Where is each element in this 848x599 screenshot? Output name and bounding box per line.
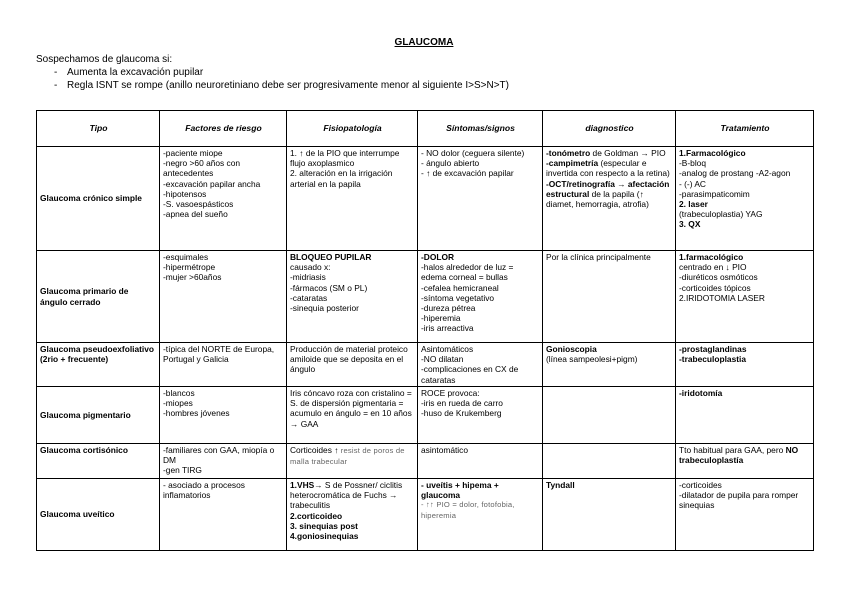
text: de Goldman → PIO (590, 148, 666, 158)
text-line (546, 148, 673, 158)
table-row (37, 251, 814, 343)
text-line: (línea sampeolesi+pigm) (546, 354, 638, 365)
cell-fisiopatologia (287, 251, 418, 343)
header-tratamiento: Tratamiento (676, 111, 814, 147)
text-line: Asintomáticos (421, 344, 474, 354)
text-line: -cefalea hemicraneal (421, 282, 499, 293)
text-line: -paciente miope (163, 148, 223, 158)
text-line: 3. sinequias post (290, 520, 358, 531)
text-line: 3. QX (679, 219, 701, 230)
cell-factores: -típica del NORTE de Europa, Portugal y Galicia (160, 343, 287, 387)
text: → S de Possner/ ciclitis heterocromática de Fuchs → trabeculitis (290, 480, 403, 511)
text-line: -B-bloq (679, 158, 706, 169)
text-line: -excavación papilar ancha (163, 178, 261, 189)
text-line: 4.goniosinequias (290, 531, 359, 542)
text-line: -hiperemia (421, 313, 461, 324)
text-line: 1.farmacológico (679, 252, 744, 262)
cell-diagnostico (543, 444, 676, 479)
cell-factores (160, 251, 287, 343)
cell-fisiopatologia: Producción de material proteico amiloide que se deposita en el ángulo (287, 343, 418, 387)
text-line: -esquimales (163, 252, 209, 262)
text-line: - ↑ de excavación papilar (421, 168, 514, 179)
text-line: 1.Farmacológico (679, 148, 746, 158)
cell-tipo: Glaucoma cortisónico (37, 444, 160, 479)
cell-tratamiento (676, 343, 814, 387)
glaucoma-table (36, 110, 814, 551)
cell-fisiopatologia (287, 444, 418, 479)
cell-tipo: Glaucoma primario de ángulo cerrado (37, 251, 160, 343)
text-line: -iris arreactiva (421, 323, 474, 334)
text-line: -síntoma vegetativo (421, 292, 495, 303)
text-line: Tyndall (546, 480, 575, 490)
text-line: ROCE provoca: (421, 388, 480, 398)
cell-factores (160, 444, 287, 479)
text-line: centrado en ↓ PIO (679, 262, 747, 273)
text-line: -hombres jóvenes (163, 408, 230, 419)
cell-sintomas: asintomático (418, 444, 543, 479)
text-line: -familiares con GAA, miopía o DM (163, 445, 275, 466)
cell-sintomas (418, 479, 543, 551)
cell-factores: - asociado a procesos inflamatorios (160, 479, 287, 551)
text-line: 2. alteración en la irrigación arterial en la papila (290, 168, 393, 189)
table-row (37, 479, 814, 551)
cell-diagnostico (543, 387, 676, 444)
text-line: -huso de Krukemberg (421, 408, 502, 419)
header-tipo: Tipo (37, 111, 160, 147)
text-line: 2. laser (679, 199, 708, 210)
table-row (37, 444, 814, 479)
text-line: - (-) AC (679, 178, 706, 189)
header-sintomas: Síntomas/signos (418, 111, 543, 147)
text-line: 1. ↑ de la PIO que interrumpe flujo axoplasmico (290, 148, 400, 169)
text-line: -hipotensos (163, 188, 207, 199)
header-diagnostico: diagnostico (543, 111, 676, 147)
text-line: -iris en rueda de carro (421, 398, 503, 409)
text-line: -dureza pétrea (421, 303, 476, 314)
text-line: -apnea del sueño (163, 209, 228, 220)
text-line: -prostaglandinas (679, 344, 747, 354)
text: de la papila (↑ diamet, hemorragia, atrofia) (546, 188, 649, 210)
text-line: - uveítis + hipema + glaucoma (421, 480, 499, 501)
list-item (36, 66, 509, 79)
text-line: -cataratas (290, 292, 328, 303)
text-line: -hipermétrope (163, 262, 216, 273)
list-item (36, 79, 509, 92)
text-line: causado x: (290, 262, 331, 273)
text-line: -gen TIRG (163, 465, 202, 476)
bold-text: 1.VHS (290, 480, 315, 490)
cell-fisiopatologia (287, 479, 418, 551)
text-line: -NO dilatan (421, 354, 464, 365)
small-text: resist de poros de malla trabecular (290, 446, 405, 467)
text-line: -corticoides (679, 480, 722, 490)
text-line: -fármacos (SM o PL) (290, 282, 368, 293)
cell-diagnostico: Por la clínica principalmente (543, 251, 676, 343)
table-row (37, 387, 814, 444)
text-line: -analog de prostang -A2-agon (679, 168, 791, 179)
cell-tratamiento (676, 444, 814, 479)
bullet-text: Regla ISNT se rompe (anillo neuroretiniano debe ser progresivamente menor al siguiente I>S>N>T) (67, 80, 509, 91)
cell-tratamiento (676, 479, 814, 551)
cell-tratamiento (676, 251, 814, 343)
text-line: -S. vasoespásticos (163, 199, 234, 210)
cell-factores (160, 147, 287, 251)
cell-fisiopatologia (287, 147, 418, 251)
text-line: BLOQUEO PUPILAR (290, 252, 372, 262)
header-fisiopatologia: Fisiopatología (287, 111, 418, 147)
cell-diagnostico (543, 343, 676, 387)
bold-text: -OCT/retinografía → afectación estructural (546, 178, 670, 199)
text-line: -complicaciones en CX de cataratas (421, 364, 519, 385)
page-title: GLAUCOMA (394, 37, 454, 48)
cell-fisiopatologia: Iris cóncavo roza con cristalino = S. de dispersión pigmentaria = acumulo en ángulo = en 10 años → GAA (287, 387, 418, 444)
text-line: 2.IRIDOTOMIA LASER (679, 292, 765, 303)
text: (especular e invertida con respecto a la retina) (546, 158, 670, 179)
text-line: (trabeculoplastia) YAG (679, 209, 763, 220)
cell-sintomas (418, 343, 543, 387)
bullet-text: Aumenta la excavación pupilar (67, 67, 204, 78)
text: Tto habitual para GAA, pero (679, 445, 786, 455)
intro-lead: Sospechamos de glaucoma si: (36, 54, 173, 65)
text-line (546, 158, 673, 178)
text-line: -DOLOR (421, 252, 455, 262)
text-line: -diuréticos osmóticos (679, 272, 758, 283)
text-line: -negro >60 años con antecedentes (163, 158, 241, 179)
text-line: -blancos (163, 388, 195, 398)
text-line (546, 179, 673, 210)
text-line: Gonioscopia (546, 344, 597, 354)
cell-factores (160, 387, 287, 444)
text-line: - NO dolor (ceguera silente) (421, 148, 525, 158)
cell-diagnostico (543, 147, 676, 251)
bold-text: -campimetría (546, 158, 599, 169)
header-factores: Factores de riesgo (160, 111, 287, 147)
cell-tratamiento (676, 387, 814, 444)
text-line (290, 480, 415, 511)
text-line: -halos alrededor de luz = edema corneal = bullas (421, 262, 514, 283)
cell-sintomas (418, 387, 543, 444)
cell-sintomas (418, 147, 543, 251)
text-line: -iridotomía (679, 388, 723, 398)
cell-tipo: Glaucoma pseudoexfoliativo (2rio + frecuente) (37, 343, 160, 387)
table-row (37, 343, 814, 387)
bullet-marker: - (54, 67, 58, 78)
table-row (37, 147, 814, 251)
text-line: -dilatador de pupila para romper sinequias (679, 490, 799, 511)
cell-tipo: Glaucoma crónico simple (37, 147, 160, 251)
cell-tipo: Glaucoma pigmentario (37, 387, 160, 444)
cell-diagnostico (543, 479, 676, 551)
table-header-row (37, 111, 814, 147)
text-line: - ángulo abierto (421, 158, 480, 169)
cell-sintomas (418, 251, 543, 343)
bold-text: NO trabeculoplastía (679, 445, 799, 466)
text-line: 2.corticoideo (290, 510, 343, 521)
cell-tipo: Glaucoma uveítico (37, 479, 160, 551)
text-line: -midriasis (290, 272, 326, 283)
text-line: -sinequia posterior (290, 303, 359, 314)
text-line: -miopes (163, 398, 193, 409)
intro-section (36, 53, 509, 92)
bold-text: -tonómetro (546, 148, 591, 158)
text-line: -trabeculoplastia (679, 354, 747, 365)
intro-list (36, 66, 509, 92)
bullet-marker: - (54, 80, 58, 91)
cell-tratamiento (676, 147, 814, 251)
text-line: -parasimpaticomim (679, 188, 750, 199)
text-line: -mujer >60años (163, 272, 222, 283)
text: Corticoides ↑ (290, 445, 341, 455)
text-line: -corticoides tópicos (679, 282, 751, 293)
text-line: - ↑↑ PIO = dolor, fotofobia, hiperemia (421, 500, 515, 520)
